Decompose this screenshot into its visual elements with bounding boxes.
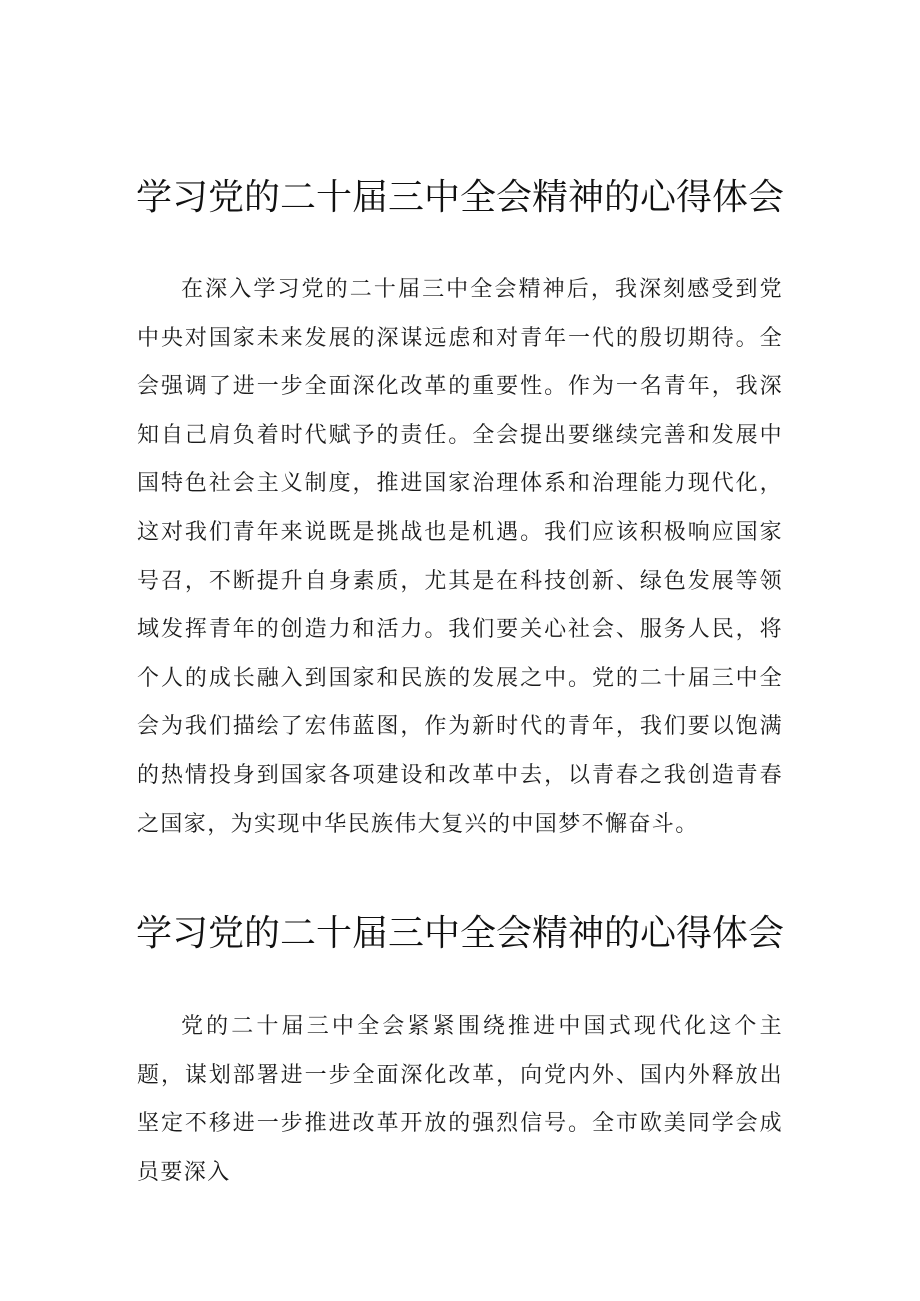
section-1-body: 在深入学习党的二十届三中全会精神后，我深刻感受到党中央对国家未来发展的深谋远虑和对青年一代的殷切期待。全会强调了进一步全面深化改革的重要性。作为一名青年，我深知自己肩负着时代赋予的责任。全会提出要继续完善和发展中国特色社会主义制度，推进国家治理体系和治理能力现代化，这对我们青年来说既是挑战也是机遇。我们应该积极响应国家号召，不断提升自身素质，尤其是在科技创新、绿色发展等领域发挥青年的创造力和活力。我们要关心社会、服务人民，将个人的成长融入到国家和民族的发展之中。党的二十届三中全会为我们描绘了宏伟蓝图，作为新时代的青年，我们要以饱满的热情投身到国家各项建设和改革中去，以青春之我创造青春之国家，为实现中华民族伟大复兴的中国梦不懈奋斗。 [137,277,783,837]
section-2-title: 学习党的二十届三中全会精神的心得体会 [135,913,784,954]
section-1-title: 学习党的二十届三中全会精神的心得体会 [135,177,784,218]
section-2-body: 党的二十届三中全会紧紧围绕推进中国式现代化这个主题，谋划部署进一步全面深化改革，向党内外、国内外释放出坚定不移进一步推进改革开放的强烈信号。全市欧美同学会成员要深入 [137,1014,783,1185]
